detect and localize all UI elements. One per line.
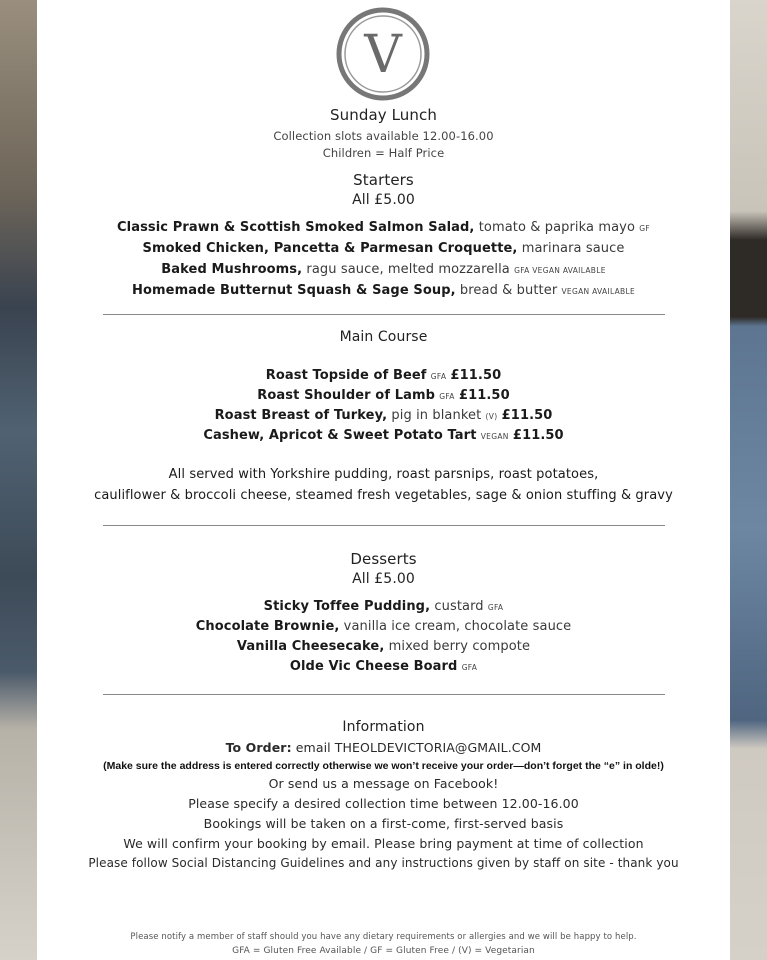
item-name: Olde Vic Cheese Board bbox=[289, 659, 458, 674]
item-price: £11.50 bbox=[512, 428, 564, 443]
item-desc: custard bbox=[434, 599, 484, 614]
background-left-photo bbox=[0, 0, 37, 960]
item-name: Vanilla Cheesecake, bbox=[236, 639, 385, 654]
section-divider bbox=[103, 525, 665, 526]
starter-item bbox=[37, 283, 730, 298]
information-heading: Information bbox=[342, 719, 425, 735]
key-legend: GFA = Gluten Free Available / GF = Gluten Free / (V) = Vegetarian bbox=[232, 946, 535, 956]
item-tag: GFA bbox=[430, 372, 447, 381]
allergy-note: Please notify a member of staff should you have any dietary requirements or allergies and we will be happy to help. bbox=[130, 932, 637, 942]
desserts-price: All £5.00 bbox=[352, 571, 415, 587]
item-desc: marinara sauce bbox=[521, 241, 625, 256]
info-line: Bookings will be taken on a first-come, first-served basis bbox=[203, 816, 564, 831]
item-desc: vanilla ice cream, chocolate sauce bbox=[343, 619, 572, 634]
menu-title: Sunday Lunch bbox=[330, 106, 437, 124]
item-name: Classic Prawn & Scottish Smoked Salmon Salad, bbox=[117, 220, 475, 235]
ov-monogram-logo-icon bbox=[335, 6, 431, 102]
main-item bbox=[37, 388, 730, 403]
info-line: Please follow Social Distancing Guidelines and any instructions given by staff on site - thank you bbox=[88, 856, 679, 870]
starters-heading: Starters bbox=[353, 171, 414, 189]
item-tag: GFA bbox=[487, 603, 504, 612]
info-line: Or send us a message on Facebook! bbox=[268, 776, 499, 791]
item-name: Sticky Toffee Pudding, bbox=[263, 599, 431, 614]
served-with-line-1: All served with Yorkshire pudding, roast parsnips, roast potatoes, bbox=[168, 467, 599, 482]
order-email: email THEOLDEVICTORIA@GMAIL.COM bbox=[295, 740, 542, 755]
item-tag: GFA VEGAN AVAILABLE bbox=[514, 266, 606, 275]
desserts-heading: Desserts bbox=[350, 550, 417, 568]
item-name: Chocolate Brownie, bbox=[195, 619, 340, 634]
item-tag: VEGAN AVAILABLE bbox=[561, 287, 635, 296]
starter-item bbox=[37, 262, 730, 277]
served-with-line-2: cauliflower & broccoli cheese, steamed fresh vegetables, sage & onion stuffing & gravy bbox=[94, 488, 673, 503]
item-tag: GF bbox=[639, 224, 650, 233]
item-desc: mixed berry compote bbox=[388, 639, 531, 654]
order-label: To Order: bbox=[225, 740, 292, 755]
info-line: Please specify a desired collection time between 12.00-16.00 bbox=[188, 796, 579, 811]
starters-price: All £5.00 bbox=[352, 192, 415, 208]
item-name: Baked Mushrooms, bbox=[161, 262, 303, 277]
item-name: Roast Shoulder of Lamb bbox=[257, 388, 436, 403]
section-divider bbox=[103, 314, 665, 315]
main-heading: Main Course bbox=[339, 329, 428, 345]
dessert-item bbox=[37, 619, 730, 634]
item-tag: VEGAN bbox=[480, 432, 509, 441]
item-desc: ragu sauce, melted mozzarella bbox=[306, 262, 510, 277]
menu-sheet bbox=[37, 0, 730, 960]
item-price: £11.50 bbox=[450, 368, 502, 383]
main-item bbox=[37, 368, 730, 383]
order-line bbox=[37, 740, 730, 755]
item-tag: GFA bbox=[439, 392, 455, 401]
starter-item bbox=[37, 241, 730, 256]
section-divider bbox=[103, 694, 665, 695]
item-desc: tomato & paprika mayo bbox=[478, 220, 636, 235]
main-item bbox=[37, 428, 730, 443]
item-price: £11.50 bbox=[458, 388, 510, 403]
dessert-item bbox=[37, 599, 730, 614]
item-name: Roast Topside of Beef bbox=[265, 368, 427, 383]
collection-slots: Collection slots available 12.00-16.00 bbox=[273, 129, 494, 143]
item-tag: GFA bbox=[461, 663, 478, 672]
info-line: We will confirm your booking by email. Please bring payment at time of collection bbox=[123, 836, 644, 851]
dessert-item bbox=[37, 639, 730, 654]
background-right-photo bbox=[730, 0, 767, 960]
item-desc: pig in blanket bbox=[391, 408, 482, 423]
svg-text:V: V bbox=[364, 25, 402, 85]
item-tag: (V) bbox=[485, 412, 498, 421]
starter-item bbox=[37, 220, 730, 235]
item-name: Cashew, Apricot & Sweet Potato Tart bbox=[203, 428, 477, 443]
main-item bbox=[37, 408, 730, 423]
item-price: £11.50 bbox=[501, 408, 553, 423]
item-name: Homemade Butternut Squash & Sage Soup, bbox=[132, 283, 456, 298]
children-price: Children = Half Price bbox=[322, 146, 445, 160]
item-name: Smoked Chicken, Pancetta & Parmesan Croquette, bbox=[142, 241, 518, 256]
item-desc: bread & butter bbox=[459, 283, 558, 298]
item-name: Roast Breast of Turkey, bbox=[214, 408, 388, 423]
dessert-item bbox=[37, 659, 730, 674]
address-note: (Make sure the address is entered correctly otherwise we won’t receive your order—don’t forget the “e” in olde!) bbox=[103, 760, 664, 772]
